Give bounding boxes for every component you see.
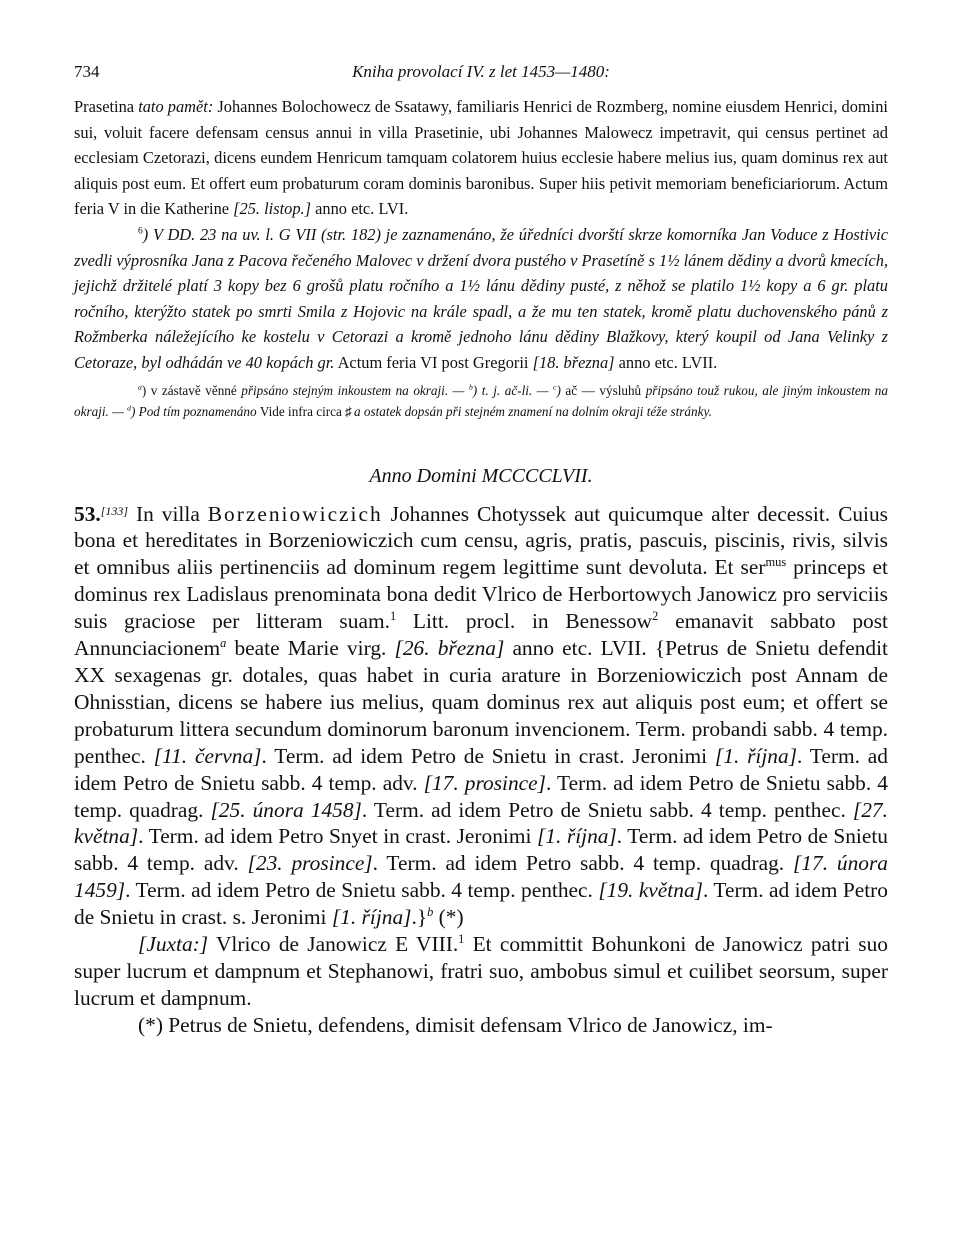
lead-note: tato pamět:	[138, 97, 214, 116]
date-annotation: [1. října]	[536, 824, 617, 849]
footnote-6	[74, 222, 888, 376]
note-b-text: ) t. j. ač-li. —	[472, 382, 554, 398]
note-mark-c: c	[553, 382, 557, 392]
text-run: . Term. ad idem Petro Snyet in crast. Jeronimi	[138, 824, 537, 849]
text-run: . Term. ad idem Petro de Snietu sabb. 4 temp. quadrag.	[74, 770, 889, 822]
date-annotation: [11. června]	[153, 743, 262, 768]
text-run: Et committit Bohunkoni de Janowicz patri suo super lucrum et dampnum et Stephanowi, fratri suo, ambobus simul et cuilibet seorsum, super lucrum et dampnum.	[74, 932, 888, 1010]
text-run: In villa	[128, 501, 208, 526]
date-annotation: [23. prosince]	[247, 851, 373, 876]
note-c-text: ač — výsluhů	[565, 382, 646, 398]
text-run: . Term. ad idem Petro de Snietu in crast. s. Jeronimi	[74, 878, 888, 930]
note-a-comment: připsáno stejným inkoustem na okraji. —	[241, 382, 469, 398]
page	[74, 60, 888, 1039]
text-run: Vlrico de Janowicz E VIII.	[208, 932, 459, 957]
note-c-paren: )	[556, 382, 566, 398]
entry-body: Johannes Bolochowecz de Ssatawy, familiaris Henrici de Rozmberg, nomine eiusdem Henrici, domini sui, voluit facere defensam census annui in villa Prasetinie, ubi Johannes Malowecz impetravit, qui census pertinet ad ecclesiam Czetorazi, dicens eundem Henricum tamquam colatorem huius ecclesie habere melius ius, quam dominus rex aut aliquis post eum. Et offert eum probaturum coram dominis baronibus. Super hiis petivit memoriam beneficiariorum. Actum feria V in die Katherine	[74, 97, 888, 219]
note-mark-a: a	[138, 382, 142, 392]
footnote-ref-1: 1	[458, 931, 465, 946]
abbrev-superscript: mus	[765, 555, 787, 570]
date-annotation: [17. prosince]	[423, 770, 546, 795]
footnote-6-text: ) V DD. 23 na uv. l. G VII (str. 182) je zaznamenáno, že úředníci dvorští skrze komorníka Jan Voduce z Hostivic zvedli výprosníka Jana z Pacova řečeného Malovec v držení dvora pustého v Prasetíně s 1½ lánem dědiny a dvorů kmecích, jejichž držitelé platí 3 kopy bez 6 grošů platu ročního a 1½ lánu dědiny pusté, z něhož se platilo 1½ kopy a 6 gr. platu ročního, kterýžto statek po smrti Smila z Hojovic na krále spadl, a že mu ten statek, kromě platu duchovenského pánů z Rožmberka náležejícího ke kostelu v Cetorazi a kromě jednoho lánu dědiny Blažkovy, který koupil od Jana Velinky z Cetoraze, byl odhádán ve 40 kopách gr.	[74, 224, 888, 372]
asterisk-paragraph: (*) Petrus de Snietu, defendens, dimisit defensam Vlrico de Janowicz, im-	[138, 1012, 773, 1037]
text-run: . Term. ad idem Petro de Snietu sabb. 4 temp. adv.	[74, 824, 888, 876]
running-header	[74, 60, 888, 94]
text-run: Litt. procl. in Benessow	[396, 609, 653, 634]
entry-53-text	[74, 498, 888, 932]
text-run: beate Marie virg.	[226, 636, 395, 661]
footnote-ref-2: 2	[652, 609, 659, 624]
note-mark-b: b	[468, 382, 473, 392]
section-heading: Anno Domini MCCCCLVII.	[369, 464, 593, 487]
previous-entry	[74, 94, 888, 376]
page-number: 734	[74, 62, 100, 81]
footnote-ref-1: 1	[389, 609, 397, 624]
lead-word: Prasetina	[74, 97, 139, 116]
note-mark-d: d	[127, 403, 131, 413]
critical-notes	[74, 380, 888, 423]
notes-paragraph	[74, 380, 888, 423]
juxta-label: [Juxta:]	[138, 932, 209, 957]
date-annotation: [27. května]	[74, 797, 888, 849]
note-ref-b: b	[427, 905, 434, 919]
text-run: (*)	[433, 905, 464, 930]
text-run: emanavit sabbato post Annunciacionem	[74, 609, 888, 661]
note-a-text: ) v zástavě věnné	[141, 382, 242, 398]
text-run: . Term. ad idem Petro de Snietu sabb. 4 temp. adv.	[74, 743, 888, 795]
date-annotation: [25. února 1458]	[210, 797, 362, 822]
text-run: . Term. ad idem Petro de Snietu sabb. 4 temp. penthec.	[125, 878, 599, 903]
juxta-paragraph	[74, 931, 888, 1012]
note-ref-a: a	[220, 635, 227, 650]
folio-reference: [133]	[100, 503, 129, 518]
date-annotation: [17. února 1459]	[74, 851, 888, 903]
footnote-6-latin: Actum feria VI post Gregorii	[334, 352, 533, 372]
footnote-6-tail: anno etc. LVII.	[614, 352, 718, 372]
date-annotation: [19. května]	[598, 878, 703, 903]
entry-text-prasetina	[74, 94, 888, 222]
running-title: Kniha provolací IV. z let 1453—1480:	[352, 62, 610, 81]
note-d-comment: ) Pod tím poznamenáno	[130, 404, 260, 420]
text-run: . Term. ad idem Petro de Snietu sabb. 4 temp. penthec.	[361, 797, 853, 822]
text-run: anno etc. LVII. {Petrus de Snietu defendit XX sexagenas gr. dotales, quas habet in curia arature in Borzeniowiczich post Annam de Ohnisstian, dicens se habere ius melius, quam dominus rex aut aliquis post eum; et offert se probaturum littera secundum dominorum baronum invencionem. Term. probandi sabb. 4 temp. penthec.	[74, 636, 888, 768]
text-run: princeps et dominus rex Ladislaus prenominata bona dedit Vlrico de Herbortowych Janowicz pro serviciis suis graciose per litteram suam.	[74, 555, 888, 634]
date-annotation: [1. října]	[331, 905, 412, 930]
text-run: . Term. ad idem Petro de Snietu in crast. Jeronimi	[261, 743, 715, 768]
note-c-comment: připsáno touž rukou, ale jiným inkoustem na okraji. —	[74, 382, 888, 420]
note-d-text: Vide infra circa	[259, 404, 346, 420]
date-annotation: [1. října]	[714, 743, 798, 768]
date-annotation: [25. listop.]	[233, 199, 312, 219]
text-run: Johannes Chotyssek aut quicumque alter decessit. Cuius bona et hereditates in Borzeniowiczich cum censu, agris, pratis, pascuis, piscinis, rivis, silvis et omnibus aliis pertinenciis ad dominum regem legittime sunt devoluta. Et ser	[74, 501, 888, 580]
text-run: . Term. ad idem Petro sabb. 4 temp. quadrag.	[372, 851, 793, 876]
place-name-spaced: Borzeniowiczich	[207, 501, 383, 526]
entry-53	[74, 498, 888, 1039]
entry-tail: anno etc. LVI.	[311, 199, 409, 219]
text-run: .}	[411, 905, 428, 930]
date-annotation: [26. března]	[394, 636, 505, 661]
note-d-tail: a ostatek dopsán při stejném znamení na dolním okraji téže stránky.	[350, 404, 712, 420]
entry-number: 53.	[74, 501, 101, 526]
footnote-mark: 6	[138, 226, 143, 237]
sharp-sign-icon: ♯	[345, 404, 351, 420]
date-annotation: [18. března]	[532, 352, 615, 372]
